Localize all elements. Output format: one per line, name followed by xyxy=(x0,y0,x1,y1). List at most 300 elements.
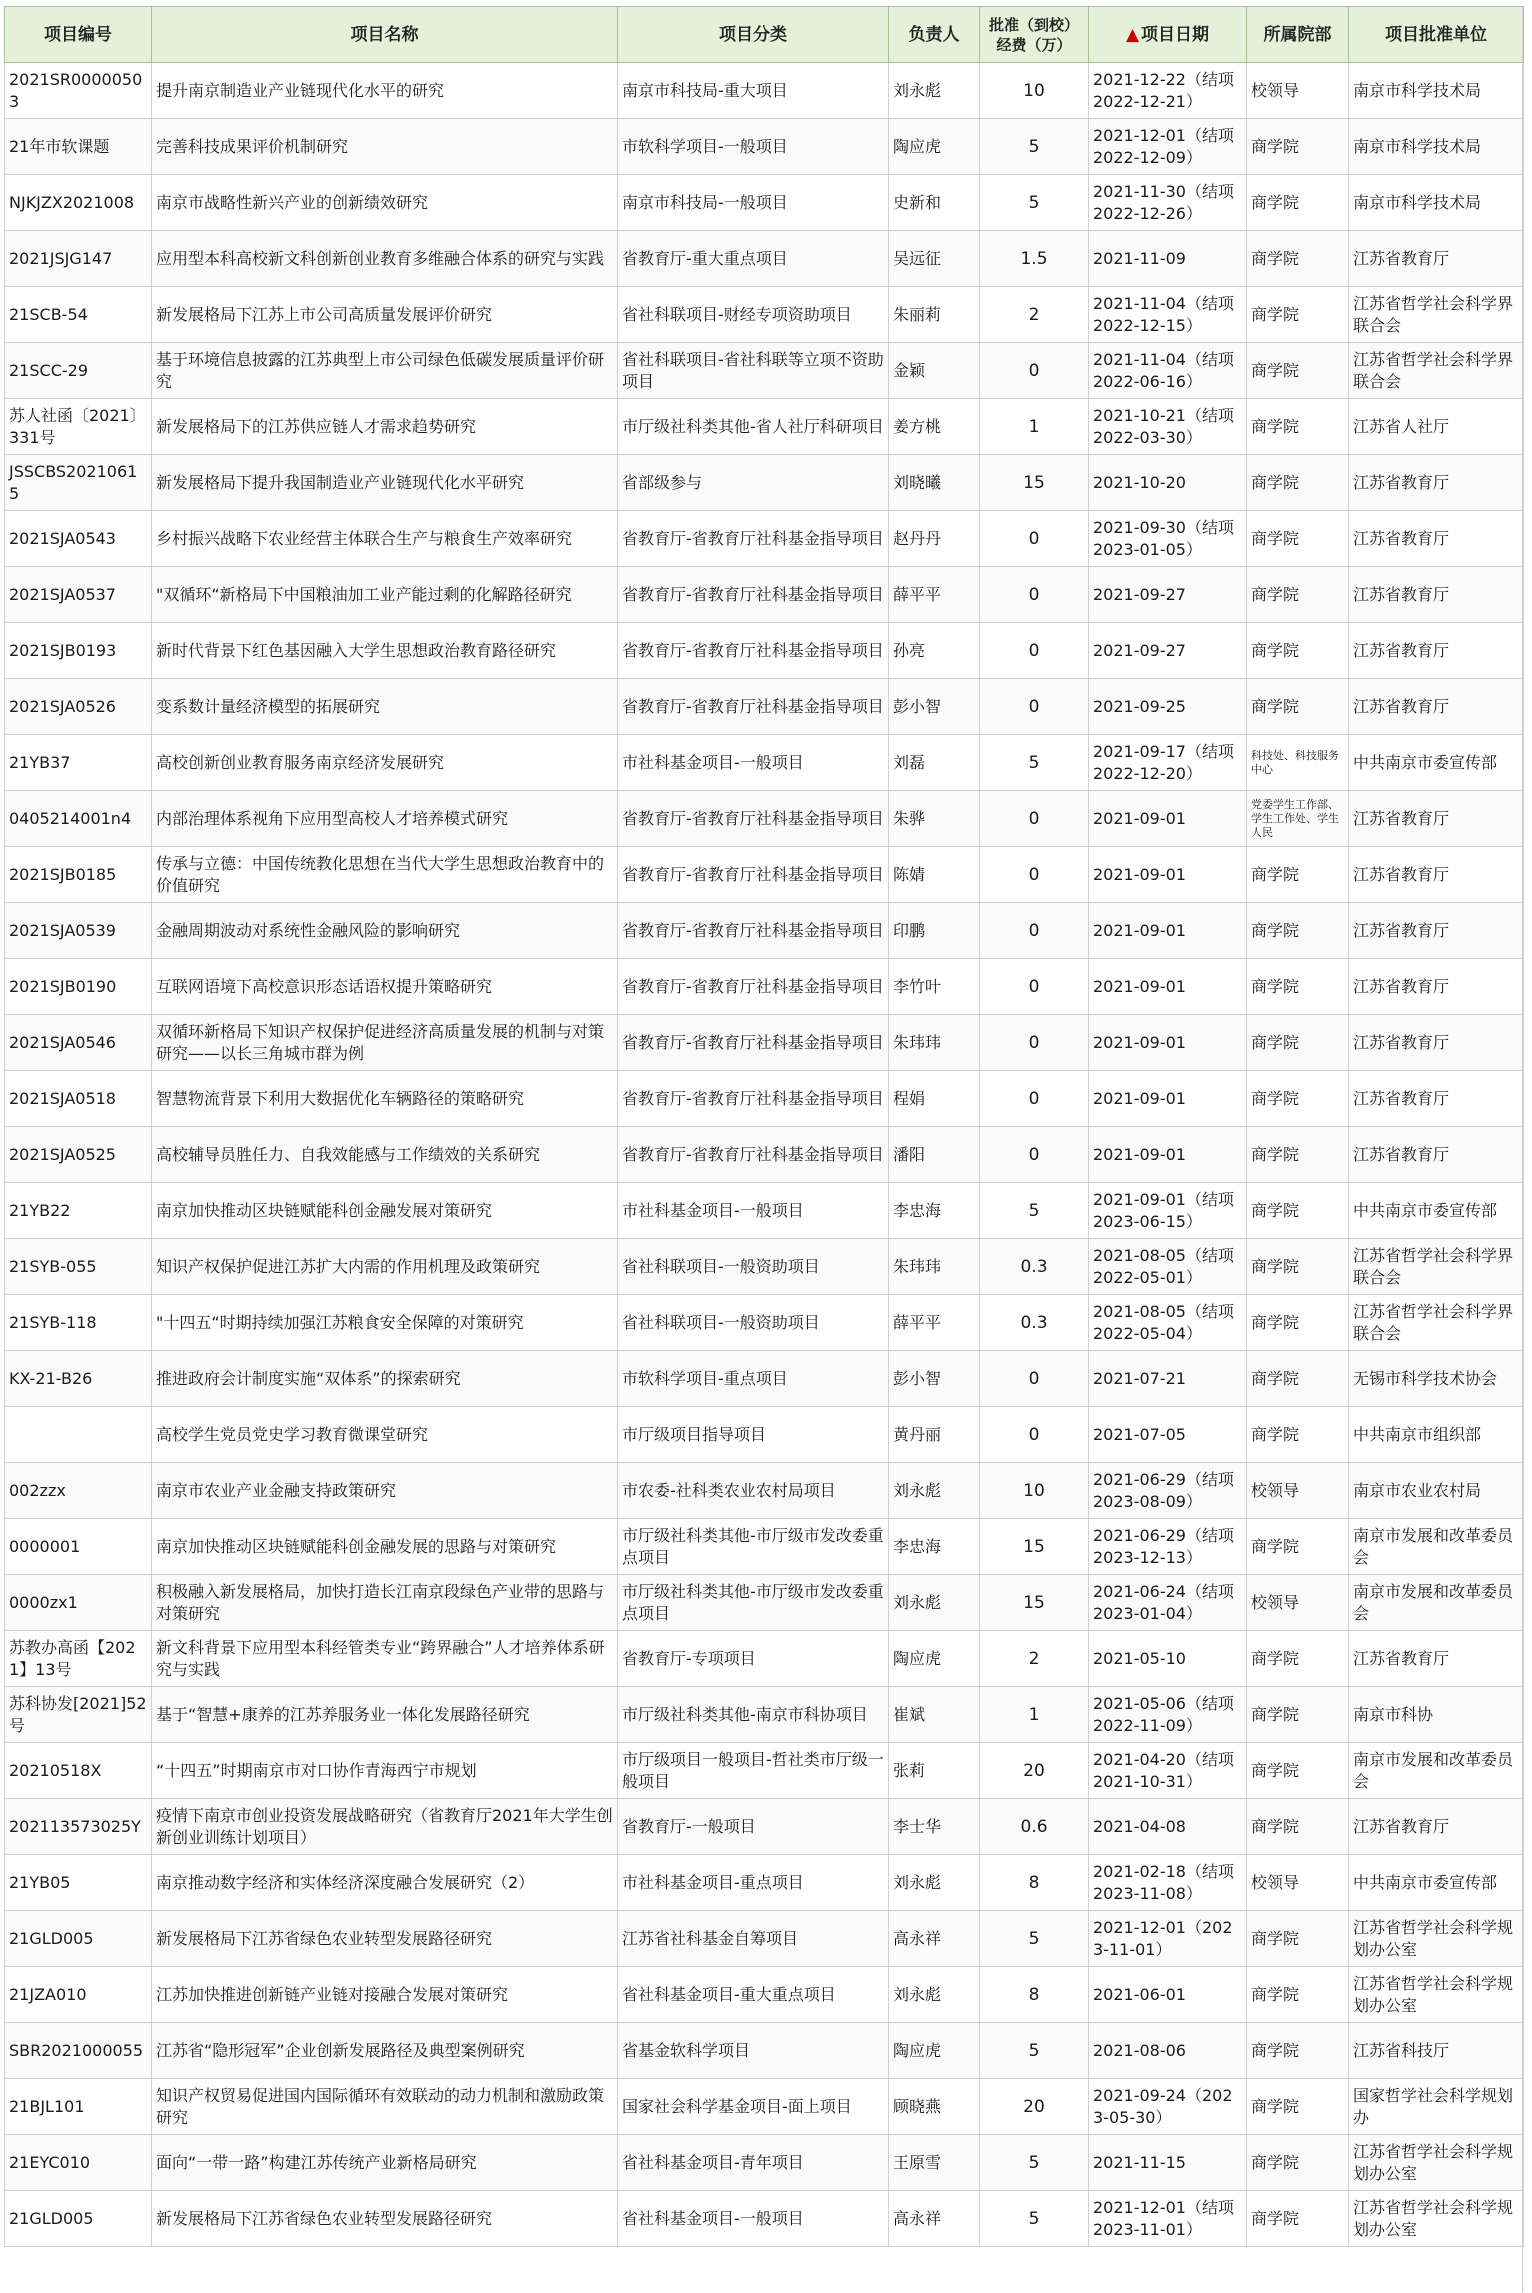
cell-funding[interactable]: 0.6 xyxy=(980,1799,1089,1855)
cell-leader[interactable]: 刘永彪 xyxy=(889,1967,980,2023)
table-row[interactable] xyxy=(5,1239,1524,1295)
cell-code[interactable]: 2021SJA0539 xyxy=(5,903,152,959)
cell-leader[interactable]: 顾晓燕 xyxy=(889,2079,980,2135)
cell-funding[interactable]: 0 xyxy=(980,567,1089,623)
table-row[interactable] xyxy=(5,1463,1524,1519)
cell-funding[interactable]: 0 xyxy=(980,959,1089,1015)
table-row[interactable] xyxy=(5,287,1524,343)
cell-category[interactable]: 市厅级社科类其他-市厅级市发改委重点项目 xyxy=(618,1519,889,1575)
table-row[interactable] xyxy=(5,2079,1524,2135)
cell-funding[interactable]: 20 xyxy=(980,1743,1089,1799)
cell-name[interactable]: 江苏加快推进创新链产业链对接融合发展对策研究 xyxy=(152,1967,618,2023)
cell-code[interactable]: 21EYC010 xyxy=(5,2135,152,2191)
cell-date[interactable]: 2021-09-27 xyxy=(1089,623,1247,679)
cell-unit[interactable]: 江苏省教育厅 xyxy=(1349,847,1524,903)
cell-category[interactable]: 市社科基金项目-一般项目 xyxy=(618,1183,889,1239)
table-row[interactable] xyxy=(5,1911,1524,1967)
cell-category[interactable]: 市厅级社科类其他-市厅级市发改委重点项目 xyxy=(618,1575,889,1631)
cell-leader[interactable]: 朱玮玮 xyxy=(889,1239,980,1295)
table-row[interactable] xyxy=(5,791,1524,847)
cell-leader[interactable]: 崔斌 xyxy=(889,1687,980,1743)
table-row[interactable] xyxy=(5,1743,1524,1799)
cell-category[interactable]: 省教育厅-省教育厅社科基金指导项目 xyxy=(618,959,889,1015)
cell-funding[interactable]: 0.3 xyxy=(980,1295,1089,1351)
cell-code[interactable]: 0000zx1 xyxy=(5,1575,152,1631)
cell-category[interactable]: 省教育厅-省教育厅社科基金指导项目 xyxy=(618,679,889,735)
cell-category[interactable]: 市厅级项目指导项目 xyxy=(618,1407,889,1463)
cell-unit[interactable]: 南京市发展和改革委员会 xyxy=(1349,1519,1524,1575)
cell-leader[interactable]: 刘晓曦 xyxy=(889,455,980,511)
table-row[interactable] xyxy=(5,1351,1524,1407)
cell-unit[interactable]: 南京市科学技术局 xyxy=(1349,63,1524,119)
cell-code[interactable]: KX-21-B26 xyxy=(5,1351,152,1407)
cell-unit[interactable]: 南京市发展和改革委员会 xyxy=(1349,1575,1524,1631)
cell-category[interactable]: 省教育厅-省教育厅社科基金指导项目 xyxy=(618,511,889,567)
cell-unit[interactable]: 江苏省教育厅 xyxy=(1349,791,1524,847)
cell-category[interactable]: 市厅级社科类其他-省人社厅科研项目 xyxy=(618,399,889,455)
cell-category[interactable]: 省教育厅-省教育厅社科基金指导项目 xyxy=(618,567,889,623)
cell-leader[interactable]: 赵丹丹 xyxy=(889,511,980,567)
header-category[interactable]: 项目分类 xyxy=(618,7,889,63)
cell-code[interactable]: 苏人社函〔2021〕331号 xyxy=(5,399,152,455)
cell-category[interactable]: 省教育厅-专项项目 xyxy=(618,1631,889,1687)
cell-funding[interactable]: 0 xyxy=(980,791,1089,847)
cell-funding[interactable]: 5 xyxy=(980,735,1089,791)
cell-dept[interactable]: 商学院 xyxy=(1247,175,1349,231)
cell-unit[interactable]: 国家哲学社会科学规划办 xyxy=(1349,2079,1524,2135)
cell-leader[interactable]: 薛平平 xyxy=(889,1295,980,1351)
cell-dept[interactable]: 商学院 xyxy=(1247,455,1349,511)
cell-date[interactable]: 2021-11-30（结项2022-12-26） xyxy=(1089,175,1247,231)
cell-unit[interactable]: 江苏省教育厅 xyxy=(1349,959,1524,1015)
cell-name[interactable]: 新发展格局下江苏省绿色农业转型发展路径研究 xyxy=(152,1911,618,1967)
cell-dept[interactable]: 商学院 xyxy=(1247,1183,1349,1239)
cell-dept[interactable]: 商学院 xyxy=(1247,511,1349,567)
cell-date[interactable]: 2021-11-04（结项2022-12-15） xyxy=(1089,287,1247,343)
cell-funding[interactable]: 0 xyxy=(980,903,1089,959)
cell-name[interactable]: 基于环境信息披露的江苏典型上市公司绿色低碳发展质量评价研究 xyxy=(152,343,618,399)
cell-name[interactable]: 积极融入新发展格局，加快打造长江南京段绿色产业带的思路与对策研究 xyxy=(152,1575,618,1631)
cell-dept[interactable]: 商学院 xyxy=(1247,2079,1349,2135)
table-row[interactable] xyxy=(5,679,1524,735)
cell-unit[interactable]: 江苏省哲学社会科学规划办公室 xyxy=(1349,1967,1524,2023)
cell-date[interactable]: 2021-08-06 xyxy=(1089,2023,1247,2079)
table-row[interactable] xyxy=(5,343,1524,399)
table-row[interactable] xyxy=(5,119,1524,175)
cell-dept[interactable]: 商学院 xyxy=(1247,1071,1349,1127)
cell-category[interactable]: 南京市科技局-重大项目 xyxy=(618,63,889,119)
cell-code[interactable]: 21GLD005 xyxy=(5,2191,152,2247)
cell-dept[interactable]: 校领导 xyxy=(1247,1575,1349,1631)
cell-category[interactable]: 省教育厅-省教育厅社科基金指导项目 xyxy=(618,847,889,903)
cell-code[interactable]: 21SYB-055 xyxy=(5,1239,152,1295)
cell-code[interactable]: 21SCB-54 xyxy=(5,287,152,343)
cell-date[interactable]: 2021-11-09 xyxy=(1089,231,1247,287)
cell-dept[interactable]: 商学院 xyxy=(1247,567,1349,623)
cell-leader[interactable]: 刘永彪 xyxy=(889,1855,980,1911)
cell-leader[interactable]: 孙亮 xyxy=(889,623,980,679)
cell-leader[interactable]: 薛平平 xyxy=(889,567,980,623)
table-row[interactable] xyxy=(5,2191,1524,2247)
cell-dept[interactable]: 商学院 xyxy=(1247,1351,1349,1407)
cell-name[interactable]: 新发展格局下江苏上市公司高质量发展评价研究 xyxy=(152,287,618,343)
cell-funding[interactable]: 0 xyxy=(980,343,1089,399)
cell-unit[interactable]: 江苏省教育厅 xyxy=(1349,1127,1524,1183)
cell-category[interactable]: 国家社会科学基金项目-面上项目 xyxy=(618,2079,889,2135)
cell-unit[interactable]: 江苏省教育厅 xyxy=(1349,623,1524,679)
cell-leader[interactable]: 朱玮玮 xyxy=(889,1015,980,1071)
cell-leader[interactable]: 刘永彪 xyxy=(889,1463,980,1519)
cell-name[interactable]: 面向“一带一路”构建江苏传统产业新格局研究 xyxy=(152,2135,618,2191)
cell-code[interactable]: 0405214001n4 xyxy=(5,791,152,847)
header-leader[interactable]: 负责人 xyxy=(889,7,980,63)
cell-category[interactable]: 省基金软科学项目 xyxy=(618,2023,889,2079)
cell-leader[interactable]: 刘磊 xyxy=(889,735,980,791)
cell-code[interactable]: 2021SJB0185 xyxy=(5,847,152,903)
cell-funding[interactable]: 15 xyxy=(980,1575,1089,1631)
table-row[interactable] xyxy=(5,567,1524,623)
cell-date[interactable]: 2021-09-01 xyxy=(1089,959,1247,1015)
cell-unit[interactable]: 江苏省教育厅 xyxy=(1349,455,1524,511)
cell-category[interactable]: 市农委-社科类农业农村局项目 xyxy=(618,1463,889,1519)
cell-code[interactable]: NJKJZX2021008 xyxy=(5,175,152,231)
cell-name[interactable]: 知识产权贸易促进国内国际循环有效联动的动力机制和激励政策研究 xyxy=(152,2079,618,2135)
cell-name[interactable]: 知识产权保护促进江苏扩大内需的作用机理及政策研究 xyxy=(152,1239,618,1295)
cell-funding[interactable]: 2 xyxy=(980,287,1089,343)
cell-date[interactable]: 2021-09-01 xyxy=(1089,1127,1247,1183)
cell-code[interactable]: 21BJL101 xyxy=(5,2079,152,2135)
cell-dept[interactable]: 商学院 xyxy=(1247,2191,1349,2247)
cell-category[interactable]: 省教育厅-重大重点项目 xyxy=(618,231,889,287)
cell-unit[interactable]: 江苏省哲学社会科学规划办公室 xyxy=(1349,1911,1524,1967)
table-row[interactable] xyxy=(5,175,1524,231)
table-row[interactable] xyxy=(5,1015,1524,1071)
cell-date[interactable]: 2021-07-05 xyxy=(1089,1407,1247,1463)
cell-dept[interactable]: 商学院 xyxy=(1247,287,1349,343)
cell-code[interactable] xyxy=(5,1407,152,1463)
cell-leader[interactable]: 李竹叶 xyxy=(889,959,980,1015)
table-row[interactable] xyxy=(5,1407,1524,1463)
cell-funding[interactable]: 0 xyxy=(980,511,1089,567)
cell-code[interactable]: 苏教办高函【2021】13号 xyxy=(5,1631,152,1687)
cell-unit[interactable]: 南京市科协 xyxy=(1349,1687,1524,1743)
cell-date[interactable]: 2021-04-08 xyxy=(1089,1799,1247,1855)
cell-leader[interactable]: 李士华 xyxy=(889,1799,980,1855)
cell-funding[interactable]: 0 xyxy=(980,1071,1089,1127)
cell-unit[interactable]: 南京市农业农村局 xyxy=(1349,1463,1524,1519)
cell-name[interactable]: 提升南京制造业产业链现代化水平的研究 xyxy=(152,63,618,119)
table-row[interactable] xyxy=(5,847,1524,903)
cell-category[interactable]: 省教育厅-省教育厅社科基金指导项目 xyxy=(618,1015,889,1071)
cell-funding[interactable]: 5 xyxy=(980,119,1089,175)
cell-name[interactable]: 双循环新格局下知识产权保护促进经济高质量发展的机制与对策研究——以长三角城市群为例 xyxy=(152,1015,618,1071)
cell-date[interactable]: 2021-09-01 xyxy=(1089,1015,1247,1071)
cell-leader[interactable]: 刘永彪 xyxy=(889,63,980,119)
table-row[interactable] xyxy=(5,231,1524,287)
cell-leader[interactable]: 李忠海 xyxy=(889,1183,980,1239)
cell-code[interactable]: 2021SJA0526 xyxy=(5,679,152,735)
cell-date[interactable]: 2021-11-15 xyxy=(1089,2135,1247,2191)
cell-funding[interactable]: 20 xyxy=(980,2079,1089,2135)
cell-category[interactable]: 市软科学项目-重点项目 xyxy=(618,1351,889,1407)
table-row[interactable] xyxy=(5,903,1524,959)
cell-code[interactable]: 21SCC-29 xyxy=(5,343,152,399)
cell-code[interactable]: 2021SJA0546 xyxy=(5,1015,152,1071)
cell-leader[interactable]: 高永祥 xyxy=(889,2191,980,2247)
cell-code[interactable]: 苏科协发[2021]52号 xyxy=(5,1687,152,1743)
cell-name[interactable]: 基于“智慧+康养的江苏养服务业一体化发展路径研究 xyxy=(152,1687,618,1743)
cell-unit[interactable]: 中共南京市委宣传部 xyxy=(1349,1855,1524,1911)
header-date[interactable] xyxy=(1089,7,1247,63)
cell-date[interactable]: 2021-09-24（2023-05-30） xyxy=(1089,2079,1247,2135)
cell-dept[interactable]: 商学院 xyxy=(1247,1911,1349,1967)
header-code[interactable]: 项目编号 xyxy=(5,7,152,63)
cell-code[interactable]: SBR2021000055 xyxy=(5,2023,152,2079)
table-row[interactable] xyxy=(5,2023,1524,2079)
cell-dept[interactable]: 校领导 xyxy=(1247,1855,1349,1911)
cell-category[interactable]: 省社科联项目-一般资助项目 xyxy=(618,1295,889,1351)
cell-name[interactable]: 南京加快推动区块链赋能科创金融发展对策研究 xyxy=(152,1183,618,1239)
header-dept[interactable]: 所属院部 xyxy=(1247,7,1349,63)
cell-code[interactable]: 2021SJB0190 xyxy=(5,959,152,1015)
cell-funding[interactable]: 8 xyxy=(980,1967,1089,2023)
cell-category[interactable]: 省教育厅-省教育厅社科基金指导项目 xyxy=(618,1071,889,1127)
cell-funding[interactable]: 0 xyxy=(980,1015,1089,1071)
cell-code[interactable]: 2021JSJG147 xyxy=(5,231,152,287)
cell-code[interactable]: 20210518X xyxy=(5,1743,152,1799)
cell-name[interactable]: 高校创新创业教育服务南京经济发展研究 xyxy=(152,735,618,791)
cell-code[interactable]: 2021SJA0543 xyxy=(5,511,152,567)
cell-category[interactable]: 省社科基金项目-青年项目 xyxy=(618,2135,889,2191)
cell-leader[interactable]: 印鹏 xyxy=(889,903,980,959)
cell-unit[interactable]: 江苏省哲学社会科学界联合会 xyxy=(1349,1239,1524,1295)
cell-code[interactable]: 2021SJB0193 xyxy=(5,623,152,679)
cell-date[interactable]: 2021-06-29（结项2023-12-13） xyxy=(1089,1519,1247,1575)
cell-name[interactable]: 完善科技成果评价机制研究 xyxy=(152,119,618,175)
cell-name[interactable]: 高校学生党员党史学习教育微课堂研究 xyxy=(152,1407,618,1463)
cell-code[interactable]: JSSCBS20210615 xyxy=(5,455,152,511)
table-row[interactable] xyxy=(5,455,1524,511)
cell-category[interactable]: 省教育厅-一般项目 xyxy=(618,1799,889,1855)
cell-name[interactable]: 南京市战略性新兴产业的创新绩效研究 xyxy=(152,175,618,231)
cell-unit[interactable]: 江苏省哲学社会科学界联合会 xyxy=(1349,1295,1524,1351)
cell-dept[interactable]: 商学院 xyxy=(1247,1015,1349,1071)
table-row[interactable] xyxy=(5,1127,1524,1183)
cell-dept[interactable]: 商学院 xyxy=(1247,1687,1349,1743)
cell-date[interactable]: 2021-09-01 xyxy=(1089,1071,1247,1127)
cell-funding[interactable]: 0 xyxy=(980,623,1089,679)
cell-name[interactable]: 新发展格局下的江苏供应链人才需求趋势研究 xyxy=(152,399,618,455)
cell-code[interactable]: 21YB05 xyxy=(5,1855,152,1911)
cell-name[interactable]: "十四五“时期持续加强江苏粮食安全保障的对策研究 xyxy=(152,1295,618,1351)
cell-leader[interactable]: 彭小智 xyxy=(889,679,980,735)
cell-funding[interactable]: 5 xyxy=(980,1911,1089,1967)
cell-unit[interactable]: 江苏省教育厅 xyxy=(1349,1799,1524,1855)
cell-funding[interactable]: 5 xyxy=(980,175,1089,231)
cell-code[interactable]: 202113573025Y xyxy=(5,1799,152,1855)
cell-unit[interactable]: 江苏省哲学社会科学规划办公室 xyxy=(1349,2135,1524,2191)
cell-name[interactable]: 互联网语境下高校意识形态话语权提升策略研究 xyxy=(152,959,618,1015)
cell-name[interactable]: 乡村振兴战略下农业经营主体联合生产与粮食生产效率研究 xyxy=(152,511,618,567)
cell-category[interactable]: 市厅级项目一般项目-哲社类市厅级一般项目 xyxy=(618,1743,889,1799)
cell-name[interactable]: 新发展格局下提升我国制造业产业链现代化水平研究 xyxy=(152,455,618,511)
cell-dept[interactable]: 商学院 xyxy=(1247,231,1349,287)
cell-category[interactable]: 市社科基金项目-一般项目 xyxy=(618,735,889,791)
cell-code[interactable]: 21年市软课题 xyxy=(5,119,152,175)
table-row[interactable] xyxy=(5,959,1524,1015)
cell-unit[interactable]: 江苏省哲学社会科学规划办公室 xyxy=(1349,2191,1524,2247)
cell-code[interactable]: 2021SJA0518 xyxy=(5,1071,152,1127)
cell-name[interactable]: 内部治理体系视角下应用型高校人才培养模式研究 xyxy=(152,791,618,847)
cell-code[interactable]: 21YB37 xyxy=(5,735,152,791)
cell-name[interactable]: 南京推动数字经济和实体经济深度融合发展研究（2） xyxy=(152,1855,618,1911)
cell-name[interactable]: 疫情下南京市创业投资发展战略研究（省教育厅2021年大学生创新创业训练计划项目） xyxy=(152,1799,618,1855)
cell-funding[interactable]: 5 xyxy=(980,2023,1089,2079)
table-row[interactable] xyxy=(5,623,1524,679)
cell-dept[interactable]: 商学院 xyxy=(1247,679,1349,735)
cell-code[interactable]: 21SYB-118 xyxy=(5,1295,152,1351)
cell-funding[interactable]: 0 xyxy=(980,1351,1089,1407)
cell-date[interactable]: 2021-09-25 xyxy=(1089,679,1247,735)
cell-leader[interactable]: 陈婧 xyxy=(889,847,980,903)
cell-code[interactable]: 2021SJA0537 xyxy=(5,567,152,623)
table-row[interactable] xyxy=(5,1687,1524,1743)
cell-name[interactable]: 金融周期波动对系统性金融风险的影响研究 xyxy=(152,903,618,959)
cell-name[interactable]: 变系数计量经济模型的拓展研究 xyxy=(152,679,618,735)
cell-unit[interactable]: 江苏省教育厅 xyxy=(1349,679,1524,735)
cell-date[interactable]: 2021-02-18（结项2023-11-08） xyxy=(1089,1855,1247,1911)
cell-date[interactable]: 2021-06-01 xyxy=(1089,1967,1247,2023)
cell-name[interactable]: 应用型本科高校新文科创新创业教育多维融合体系的研究与实践 xyxy=(152,231,618,287)
cell-unit[interactable]: 江苏省人社厅 xyxy=(1349,399,1524,455)
cell-unit[interactable]: 南京市科学技术局 xyxy=(1349,175,1524,231)
cell-leader[interactable]: 张莉 xyxy=(889,1743,980,1799)
cell-funding[interactable]: 1 xyxy=(980,1687,1089,1743)
table-row[interactable] xyxy=(5,735,1524,791)
cell-category[interactable]: 省社科基金项目-一般项目 xyxy=(618,2191,889,2247)
cell-name[interactable]: 传承与立德：中国传统教化思想在当代大学生思想政治教育中的价值研究 xyxy=(152,847,618,903)
table-row[interactable] xyxy=(5,1631,1524,1687)
cell-category[interactable]: 省教育厅-省教育厅社科基金指导项目 xyxy=(618,903,889,959)
cell-unit[interactable]: 南京市科学技术局 xyxy=(1349,119,1524,175)
cell-name[interactable]: 智慧物流背景下利用大数据优化车辆路径的策略研究 xyxy=(152,1071,618,1127)
cell-date[interactable]: 2021-09-27 xyxy=(1089,567,1247,623)
header-name[interactable]: 项目名称 xyxy=(152,7,618,63)
cell-funding[interactable]: 0 xyxy=(980,1127,1089,1183)
cell-dept[interactable]: 商学院 xyxy=(1247,1239,1349,1295)
cell-leader[interactable]: 陶应虎 xyxy=(889,1631,980,1687)
cell-category[interactable]: 市厅级社科类其他-南京市科协项目 xyxy=(618,1687,889,1743)
table-row[interactable] xyxy=(5,63,1524,119)
cell-dept[interactable]: 商学院 xyxy=(1247,623,1349,679)
cell-dept[interactable]: 商学院 xyxy=(1247,1967,1349,2023)
cell-name[interactable]: 江苏省“隐形冠军”企业创新发展路径及典型案例研究 xyxy=(152,2023,618,2079)
cell-name[interactable]: 新文科背景下应用型本科经管类专业“跨界融合”人才培养体系研究与实践 xyxy=(152,1631,618,1687)
cell-dept[interactable]: 商学院 xyxy=(1247,343,1349,399)
cell-date[interactable]: 2021-09-01（结项2023-06-15） xyxy=(1089,1183,1247,1239)
cell-date[interactable]: 2021-09-01 xyxy=(1089,903,1247,959)
cell-unit[interactable]: 江苏省教育厅 xyxy=(1349,1071,1524,1127)
cell-dept[interactable]: 商学院 xyxy=(1247,903,1349,959)
cell-funding[interactable]: 2 xyxy=(980,1631,1089,1687)
cell-unit[interactable]: 中共南京市组织部 xyxy=(1349,1407,1524,1463)
cell-name[interactable]: “十四五”时期南京市对口协作青海西宁市规划 xyxy=(152,1743,618,1799)
cell-dept[interactable]: 商学院 xyxy=(1247,1799,1349,1855)
cell-leader[interactable]: 陶应虎 xyxy=(889,119,980,175)
cell-funding[interactable]: 5 xyxy=(980,2191,1089,2247)
cell-date[interactable]: 2021-07-21 xyxy=(1089,1351,1247,1407)
cell-funding[interactable]: 10 xyxy=(980,1463,1089,1519)
cell-leader[interactable]: 王原雪 xyxy=(889,2135,980,2191)
cell-leader[interactable]: 彭小智 xyxy=(889,1351,980,1407)
cell-category[interactable]: 省社科基金项目-重大重点项目 xyxy=(618,1967,889,2023)
cell-category[interactable]: 省教育厅-省教育厅社科基金指导项目 xyxy=(618,623,889,679)
cell-code[interactable]: 0000001 xyxy=(5,1519,152,1575)
cell-date[interactable]: 2021-10-20 xyxy=(1089,455,1247,511)
cell-dept[interactable]: 科技处、科技服务中心 xyxy=(1247,735,1349,791)
table-row[interactable] xyxy=(5,1967,1524,2023)
cell-dept[interactable]: 商学院 xyxy=(1247,1127,1349,1183)
cell-dept[interactable]: 商学院 xyxy=(1247,847,1349,903)
cell-dept[interactable]: 商学院 xyxy=(1247,1631,1349,1687)
cell-dept[interactable]: 商学院 xyxy=(1247,1407,1349,1463)
cell-name[interactable]: 南京加快推动区块链赋能科创金融发展的思路与对策研究 xyxy=(152,1519,618,1575)
cell-dept[interactable]: 商学院 xyxy=(1247,2135,1349,2191)
cell-dept[interactable]: 商学院 xyxy=(1247,119,1349,175)
cell-code[interactable]: 21JZA010 xyxy=(5,1967,152,2023)
table-row[interactable] xyxy=(5,1855,1524,1911)
cell-unit[interactable]: 江苏省教育厅 xyxy=(1349,231,1524,287)
table-row[interactable] xyxy=(5,1295,1524,1351)
cell-leader[interactable]: 史新和 xyxy=(889,175,980,231)
cell-leader[interactable]: 程娟 xyxy=(889,1071,980,1127)
cell-unit[interactable]: 江苏省教育厅 xyxy=(1349,511,1524,567)
cell-leader[interactable]: 金颖 xyxy=(889,343,980,399)
cell-leader[interactable]: 吴远征 xyxy=(889,231,980,287)
cell-code[interactable]: 21GLD005 xyxy=(5,1911,152,1967)
cell-funding[interactable]: 5 xyxy=(980,1183,1089,1239)
cell-code[interactable]: 002zzx xyxy=(5,1463,152,1519)
table-row[interactable] xyxy=(5,1183,1524,1239)
cell-name[interactable]: 新时代背景下红色基因融入大学生思想政治教育路径研究 xyxy=(152,623,618,679)
table-row[interactable] xyxy=(5,2135,1524,2191)
cell-date[interactable]: 2021-05-10 xyxy=(1089,1631,1247,1687)
cell-funding[interactable]: 10 xyxy=(980,63,1089,119)
cell-category[interactable]: 省部级参与 xyxy=(618,455,889,511)
cell-name[interactable]: 推进政府会计制度实施“双体系”的探索研究 xyxy=(152,1351,618,1407)
cell-dept[interactable]: 商学院 xyxy=(1247,959,1349,1015)
cell-date[interactable]: 2021-05-06（结项2022-11-09） xyxy=(1089,1687,1247,1743)
cell-funding[interactable]: 5 xyxy=(980,2135,1089,2191)
cell-unit[interactable]: 无锡市科学技术协会 xyxy=(1349,1351,1524,1407)
cell-dept[interactable]: 商学院 xyxy=(1247,399,1349,455)
cell-funding[interactable]: 8 xyxy=(980,1855,1089,1911)
cell-leader[interactable]: 刘永彪 xyxy=(889,1575,980,1631)
table-row[interactable] xyxy=(5,399,1524,455)
cell-dept[interactable]: 商学院 xyxy=(1247,1743,1349,1799)
cell-code[interactable]: 2021SJA0525 xyxy=(5,1127,152,1183)
cell-date[interactable]: 2021-09-01 xyxy=(1089,791,1247,847)
cell-category[interactable]: 省教育厅-省教育厅社科基金指导项目 xyxy=(618,1127,889,1183)
cell-date[interactable]: 2021-10-21（结项2022-03-30） xyxy=(1089,399,1247,455)
header-unit[interactable]: 项目批准单位 xyxy=(1349,7,1524,63)
cell-name[interactable]: 新发展格局下江苏省绿色农业转型发展路径研究 xyxy=(152,2191,618,2247)
cell-category[interactable]: 省社科联项目-省社科联等立项不资助项目 xyxy=(618,343,889,399)
cell-leader[interactable]: 朱骅 xyxy=(889,791,980,847)
cell-category[interactable]: 省社科联项目-财经专项资助项目 xyxy=(618,287,889,343)
cell-funding[interactable]: 1 xyxy=(980,399,1089,455)
cell-unit[interactable]: 江苏省科技厅 xyxy=(1349,2023,1524,2079)
